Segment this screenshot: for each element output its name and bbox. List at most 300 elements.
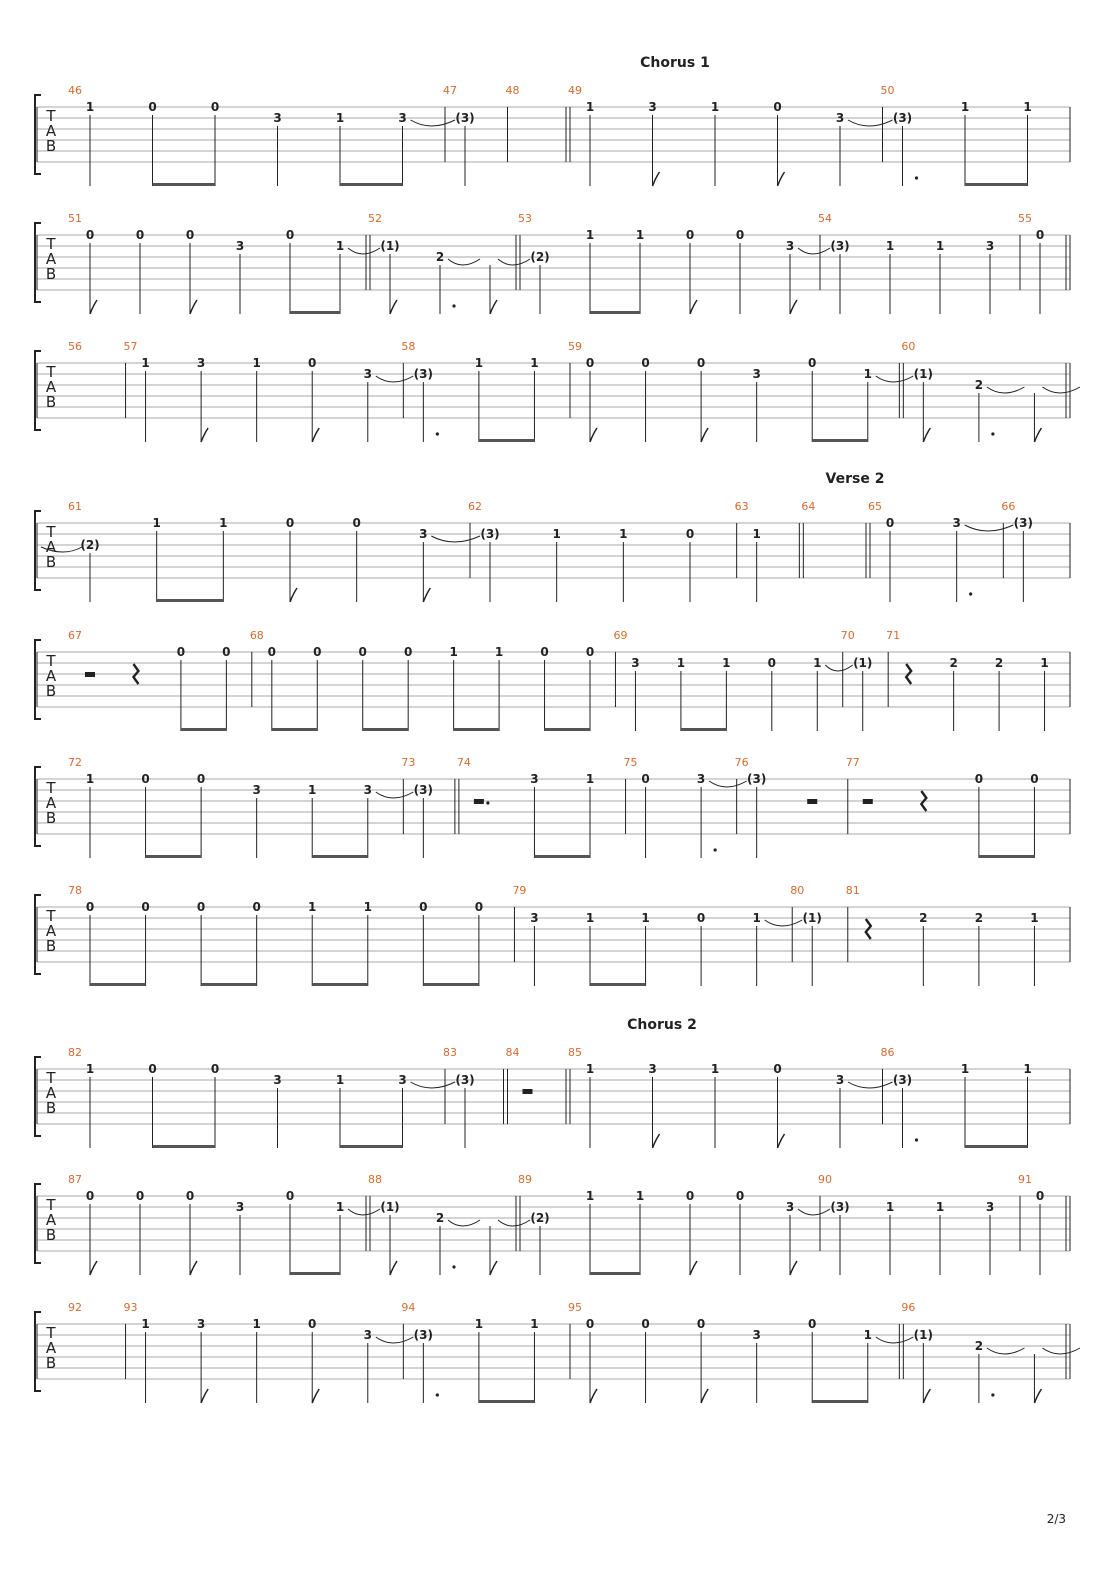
fret-number: 1	[722, 656, 731, 670]
tie-arc	[448, 259, 480, 265]
fret-number: 0	[285, 228, 295, 242]
tie-arc	[765, 920, 803, 926]
fret-number: 1	[960, 1062, 970, 1076]
fret-number: 2	[919, 911, 928, 925]
measure-number: 81	[845, 884, 860, 897]
fret-number: 0	[85, 900, 95, 914]
fret-number: 0	[313, 645, 322, 659]
measure-number: 75	[623, 756, 638, 769]
beam	[153, 1145, 216, 1148]
tab-clef-letter: B	[45, 1099, 57, 1117]
fret-number: 3	[752, 1328, 761, 1342]
fret-number: 3	[785, 239, 795, 253]
beam	[590, 1272, 640, 1275]
fret-number: 1	[635, 1189, 645, 1203]
fret-number: 3	[273, 1073, 282, 1087]
tab-clef-letter: B	[45, 682, 57, 700]
beam	[201, 983, 257, 986]
fret-number: 1	[449, 645, 458, 659]
beam	[272, 728, 317, 731]
fret-number: 3	[648, 100, 657, 114]
fret-number: 1	[474, 356, 484, 370]
beam	[479, 1400, 535, 1403]
measure-number: 88	[368, 1173, 382, 1186]
tab-clef-letter: A	[45, 922, 57, 940]
fret-number: 0	[974, 772, 984, 786]
tab-clef-letter: B	[45, 137, 57, 155]
tie-arc	[848, 1082, 893, 1088]
measure-number: 90	[818, 1173, 832, 1186]
fret-number: 0	[185, 1189, 195, 1203]
eighth-flag	[290, 588, 297, 602]
tab-clef-letter: A	[45, 794, 57, 812]
beam	[965, 183, 1028, 186]
measure-number: 64	[801, 500, 816, 513]
eighth-flag	[778, 172, 785, 186]
fret-number: 0	[696, 356, 706, 370]
beam	[290, 1272, 340, 1275]
beam	[312, 983, 368, 986]
tab-clef-letter: A	[45, 122, 57, 140]
fret-number: 1	[710, 1062, 720, 1076]
fret-number: 1	[752, 911, 761, 925]
fret-number: 1	[885, 239, 895, 253]
fret-number: 1	[85, 772, 95, 786]
fret-number: (3)	[455, 1073, 475, 1087]
eighth-flag	[701, 1389, 708, 1403]
eighth-flag	[312, 1389, 319, 1403]
tie-arc	[987, 387, 1025, 393]
duration-dot	[991, 432, 994, 435]
page-number: 2/3	[1046, 1512, 1066, 1526]
fret-number: 1	[641, 911, 650, 925]
tab-clef-letter: B	[45, 937, 57, 955]
measure-number: 73	[401, 756, 416, 769]
fret-number: 0	[641, 772, 650, 786]
eighth-flag	[778, 1134, 785, 1148]
eighth-flag	[790, 300, 797, 314]
tie-arc	[348, 248, 380, 254]
fret-number: (3)	[1013, 516, 1033, 530]
fret-number: 1	[635, 228, 645, 242]
fret-number: (3)	[413, 1328, 433, 1342]
fret-number: 3	[985, 239, 995, 253]
fret-number: 2	[974, 911, 984, 925]
fret-number: 0	[885, 516, 895, 530]
fret-number: 3	[235, 1200, 245, 1214]
measure-number: 62	[468, 500, 482, 513]
fret-number: (3)	[830, 1200, 850, 1214]
eighth-flag	[190, 1261, 197, 1275]
fret-number: 0	[685, 527, 695, 541]
measure-number: 74	[456, 756, 471, 769]
fret-number: 0	[135, 1189, 145, 1203]
eighth-flag	[653, 1134, 660, 1148]
fret-number: 3	[631, 656, 640, 670]
half-rest	[807, 799, 817, 804]
fret-number: 2	[435, 1211, 445, 1225]
fret-number: 0	[185, 228, 195, 242]
half-rest	[474, 799, 484, 804]
tie-arc	[411, 1082, 456, 1088]
fret-number: 0	[308, 356, 317, 370]
tab-clef-letter: B	[45, 809, 57, 827]
measure-number: 80	[790, 884, 805, 897]
tab-clef-letter: T	[46, 107, 56, 125]
measure-number: 84	[505, 1046, 520, 1059]
fret-number: 0	[808, 356, 817, 370]
fret-number: 1	[585, 911, 595, 925]
measure-number: 48	[505, 84, 520, 97]
measure-number: 87	[68, 1173, 82, 1186]
eighth-flag	[201, 1389, 208, 1403]
measure-number: 91	[1018, 1173, 1032, 1186]
eighth-flag	[1034, 1389, 1041, 1403]
measure-number: 68	[249, 629, 264, 642]
tie-arc	[965, 525, 1014, 531]
beam	[812, 439, 868, 442]
fret-number: 1	[935, 1200, 945, 1214]
measure-number: 76	[734, 756, 749, 769]
fret-number: 0	[196, 900, 206, 914]
fret-number: 0	[685, 1189, 695, 1203]
eighth-flag	[790, 1261, 797, 1275]
fret-number: 3	[648, 1062, 657, 1076]
tab-clef-letter: B	[45, 393, 57, 411]
eighth-flag	[90, 300, 97, 314]
fret-number: 0	[141, 900, 150, 914]
fret-number: (2)	[80, 538, 100, 552]
section-title: Verse 2	[825, 471, 885, 487]
fret-number: 0	[252, 900, 261, 914]
measure-number: 52	[368, 212, 382, 225]
fret-number: 1	[335, 1200, 345, 1214]
beam	[534, 855, 590, 858]
fret-number: 1	[335, 111, 345, 125]
tab-clef-letter: T	[46, 363, 56, 381]
measure-number: 69	[613, 629, 628, 642]
eighth-flag	[90, 1261, 97, 1275]
fret-number: 3	[835, 1073, 845, 1087]
fret-number: 0	[735, 1189, 745, 1203]
fret-number: 0	[308, 1317, 317, 1331]
fret-number: 3	[235, 239, 245, 253]
fret-number: 1	[863, 1328, 872, 1342]
fret-number: 1	[252, 1317, 261, 1331]
tab-clef-letter: T	[46, 1324, 56, 1342]
beam	[153, 183, 216, 186]
measure-number: 95	[568, 1301, 582, 1314]
fret-number: 1	[530, 356, 539, 370]
measure-number: 71	[886, 629, 901, 642]
fret-number: 0	[358, 645, 367, 659]
duration-dot	[452, 1265, 455, 1268]
tab-clef-letter: T	[46, 523, 56, 541]
fret-number: 3	[952, 516, 961, 530]
tie-arc	[376, 376, 414, 382]
fret-number: 0	[210, 1062, 220, 1076]
beam	[479, 439, 535, 442]
fret-number: 0	[267, 645, 276, 659]
fret-number: 3	[530, 772, 539, 786]
fret-number: 2	[435, 250, 445, 264]
fret-number: 3	[363, 783, 372, 797]
fret-number: 1	[141, 356, 150, 370]
fret-number: (3)	[480, 527, 500, 541]
measure-number: 70	[840, 629, 855, 642]
fret-number: 3	[363, 1328, 372, 1342]
fret-number: 0	[285, 1189, 295, 1203]
fret-number: 1	[585, 1062, 595, 1076]
fret-number: (3)	[413, 783, 433, 797]
fret-number: (3)	[455, 111, 475, 125]
fret-number: 1	[676, 656, 686, 670]
tab-clef-letter: T	[46, 907, 56, 925]
tab-clef-letter: A	[45, 250, 57, 268]
fret-number: 0	[641, 356, 650, 370]
measure-number: 66	[1001, 500, 1016, 513]
tab-clef-letter: A	[45, 1084, 57, 1102]
measure-number: 92	[68, 1301, 82, 1314]
measure-number: 96	[901, 1301, 916, 1314]
fret-number: (3)	[892, 1073, 913, 1087]
fret-number: 0	[1035, 228, 1045, 242]
fret-number: 1	[585, 100, 595, 114]
duration-dot	[991, 1393, 994, 1396]
measure-number: 77	[845, 756, 860, 769]
eighth-flag	[490, 1261, 497, 1275]
fret-number: 1	[752, 527, 761, 541]
duration-dot	[436, 1393, 439, 1396]
fret-number: (2)	[530, 1211, 550, 1225]
fret-number: 1	[552, 527, 561, 541]
section-title: Chorus 2	[627, 1017, 697, 1033]
tab-clef-letter: T	[46, 779, 56, 797]
fret-number: (1)	[913, 367, 933, 381]
fret-number: 0	[135, 228, 145, 242]
measure-number: 56	[68, 340, 82, 353]
measure-number: 59	[568, 340, 582, 353]
fret-number: 0	[148, 1062, 157, 1076]
eighth-flag	[923, 428, 930, 442]
fret-number: 3	[363, 367, 372, 381]
beam	[590, 983, 646, 986]
duration-dot	[969, 592, 972, 595]
tab-clef-letter: T	[46, 1196, 56, 1214]
measure-number: 82	[68, 1046, 82, 1059]
beam	[812, 1400, 868, 1403]
fret-number: (1)	[380, 239, 400, 253]
measure-number: 47	[443, 84, 457, 97]
tie-arc	[448, 1220, 480, 1226]
beam	[181, 728, 226, 731]
eighth-flag	[312, 428, 319, 442]
tie-arc	[1042, 387, 1080, 393]
fret-number: (3)	[747, 772, 767, 786]
beam	[423, 983, 479, 986]
tie-arc	[376, 1337, 414, 1343]
measure-number: 46	[68, 84, 82, 97]
eighth-flag	[390, 1261, 397, 1275]
tab-clef-letter: B	[45, 1354, 57, 1372]
tie-arc	[825, 665, 852, 671]
measure-number: 55	[1018, 212, 1032, 225]
fret-number: (2)	[530, 250, 550, 264]
fret-number: 0	[85, 228, 95, 242]
fret-number: 1	[219, 516, 228, 530]
fret-number: (3)	[892, 111, 913, 125]
tie-arc	[1042, 1348, 1080, 1354]
tie-arc	[798, 248, 830, 254]
fret-number: 1	[335, 1073, 345, 1087]
tie-arc	[876, 376, 914, 382]
fret-number: 1	[363, 900, 372, 914]
measure-number: 50	[880, 84, 895, 97]
beam	[312, 855, 368, 858]
tie-arc	[498, 259, 530, 265]
measure-number: 60	[901, 340, 916, 353]
fret-number: 1	[85, 1062, 95, 1076]
measure-number: 72	[68, 756, 82, 769]
tab-clef-letter: B	[45, 265, 57, 283]
fret-number: 0	[176, 645, 186, 659]
fret-number: (1)	[802, 911, 822, 925]
tie-arc	[798, 1209, 830, 1215]
tab-clef-letter: A	[45, 538, 57, 556]
eighth-flag	[701, 428, 708, 442]
fret-number: 1	[530, 1317, 539, 1331]
measure-number: 57	[123, 340, 138, 353]
tab-clef-letter: A	[45, 1211, 57, 1229]
fret-number: 0	[641, 1317, 650, 1331]
fret-number: 0	[735, 228, 745, 242]
duration-dot	[915, 176, 918, 179]
fret-number: 3	[398, 111, 407, 125]
measure-number: 83	[443, 1046, 457, 1059]
beam	[979, 855, 1035, 858]
measure-number: 65	[868, 500, 882, 513]
fret-number: (3)	[413, 367, 433, 381]
measure-number: 93	[123, 1301, 138, 1314]
fret-number: 0	[404, 645, 413, 659]
tie-arc	[848, 120, 893, 126]
tie-arc	[431, 536, 480, 542]
tab-clef-letter: A	[45, 378, 57, 396]
fret-number: (1)	[380, 1200, 400, 1214]
fret-number: 3	[196, 356, 206, 370]
fret-number: 0	[222, 645, 231, 659]
fret-number: 1	[308, 900, 317, 914]
measure-number: 78	[68, 884, 82, 897]
tab-clef-letter: B	[45, 1226, 57, 1244]
fret-number: 0	[585, 645, 595, 659]
fret-number: 1	[863, 367, 872, 381]
beam	[363, 728, 408, 731]
fret-number: 3	[835, 111, 845, 125]
fret-number: 0	[773, 1062, 782, 1076]
beam	[90, 983, 146, 986]
beam	[290, 311, 340, 314]
half-rest	[85, 672, 95, 677]
duration-dot	[714, 848, 717, 851]
fret-number: 1	[252, 356, 261, 370]
measure-number: 89	[518, 1173, 532, 1186]
fret-number: 1	[1023, 100, 1032, 114]
measure-number: 79	[512, 884, 527, 897]
fret-number: 0	[352, 516, 361, 530]
measure-number: 63	[734, 500, 749, 513]
fret-number: 1	[585, 1189, 595, 1203]
fret-number: 1	[710, 100, 720, 114]
measure-number: 51	[68, 212, 82, 225]
measure-number: 54	[818, 212, 832, 225]
fret-number: 3	[785, 1200, 795, 1214]
tab-clef-letter: B	[45, 553, 57, 571]
beam	[340, 1145, 403, 1148]
fret-number: (3)	[830, 239, 850, 253]
tie-arc	[411, 120, 456, 126]
fret-number: 3	[985, 1200, 995, 1214]
tab-clef-letter: T	[46, 1069, 56, 1087]
fret-number: 0	[585, 1317, 595, 1331]
fret-number: 0	[696, 911, 706, 925]
eighth-flag	[690, 1261, 697, 1275]
measure-number: 58	[401, 340, 416, 353]
fret-number: 3	[696, 772, 706, 786]
measure-number: 53	[518, 212, 532, 225]
fret-number: 0	[141, 772, 150, 786]
rest-dot	[486, 801, 489, 804]
fret-number: 1	[474, 1317, 484, 1331]
fret-number: 1	[585, 228, 595, 242]
fret-number: (1)	[853, 656, 873, 670]
fret-number: 3	[419, 527, 428, 541]
fret-number: 0	[585, 356, 595, 370]
fret-number: 0	[540, 645, 549, 659]
tie-arc	[376, 792, 414, 798]
beam	[681, 728, 726, 731]
duration-dot	[915, 1138, 918, 1141]
eighth-flag	[590, 428, 597, 442]
tab-clef-letter: T	[46, 652, 56, 670]
fret-number: 1	[85, 100, 95, 114]
duration-dot	[452, 304, 455, 307]
fret-number: 1	[141, 1317, 150, 1331]
tab-clef-letter: A	[45, 667, 57, 685]
duration-dot	[436, 432, 439, 435]
fret-number: 0	[85, 1189, 95, 1203]
fret-number: 1	[335, 239, 345, 253]
eighth-flag	[423, 588, 430, 602]
eighth-flag	[190, 300, 197, 314]
fret-number: 1	[935, 239, 945, 253]
beam	[340, 183, 403, 186]
beam	[545, 728, 590, 731]
tab-clef-letter: T	[46, 235, 56, 253]
measure-number: 86	[880, 1046, 895, 1059]
fret-number: 0	[773, 100, 782, 114]
fret-number: 2	[974, 378, 984, 392]
fret-number: 3	[530, 911, 539, 925]
fret-number: 0	[196, 772, 206, 786]
eighth-flag	[653, 172, 660, 186]
fret-number: 0	[685, 228, 695, 242]
fret-number: 1	[885, 1200, 895, 1214]
tie-arc	[709, 781, 747, 787]
fret-number: 1	[1040, 656, 1049, 670]
fret-number: 0	[696, 1317, 706, 1331]
measure-number: 85	[568, 1046, 582, 1059]
